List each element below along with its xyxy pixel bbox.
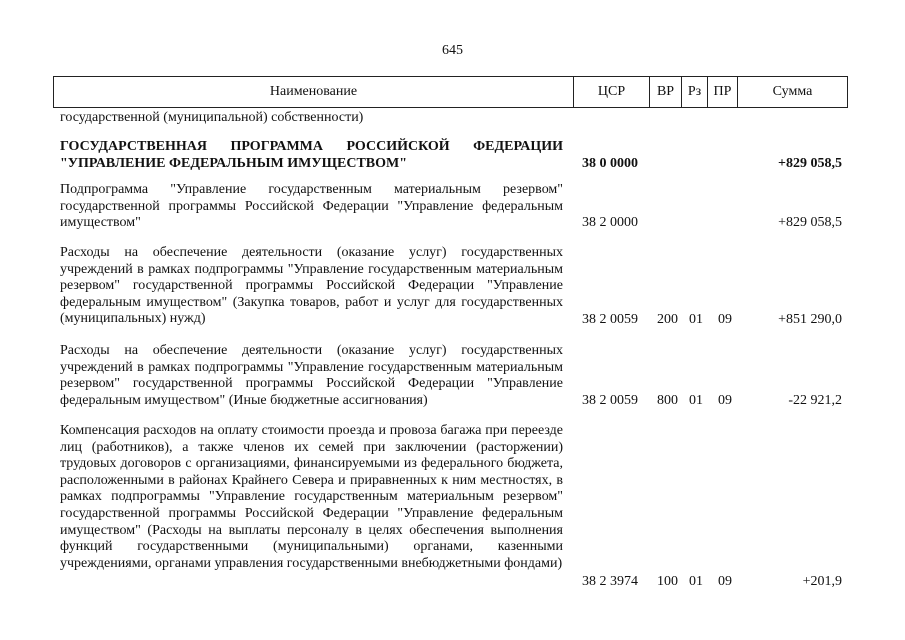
- table-row: [60, 139, 848, 173]
- table-row: [60, 245, 848, 329]
- row-name: государственной (муниципальной) собственности): [60, 110, 364, 125]
- row-rz: 01: [689, 393, 703, 409]
- column-header-vr: ВР: [650, 77, 682, 107]
- row-codes: [60, 393, 848, 410]
- row-codes: [60, 215, 848, 232]
- column-header-name: Наименование: [54, 77, 574, 107]
- row-pr: 09: [718, 312, 732, 328]
- row-vr: 200: [657, 312, 678, 328]
- row-name: Расходы на обеспечение деятельности (оказание услуг) государственных учреждений в рамках подпрограммы "Управление государственным материальным резервом" государственной программы Российской Федерации "Управление федеральным имуществом" (Закупка товаров, работ и услуг для государственных (муниципальных) нужд): [60, 245, 563, 327]
- column-header-pr: ПР: [708, 77, 738, 107]
- row-csr: 38 2 3974: [582, 574, 638, 590]
- page-number: 645: [442, 43, 463, 58]
- row-vr: 800: [657, 393, 678, 409]
- row-vr: 100: [657, 574, 678, 590]
- row-csr: 38 2 0059: [582, 312, 638, 328]
- table-row: [60, 343, 848, 410]
- row-sum: +829 058,5: [778, 215, 842, 231]
- row-codes: [60, 156, 848, 173]
- column-header-sum: Сумма: [772, 84, 813, 99]
- row-name: ГОСУДАРСТВЕННАЯ ПРОГРАММА РОССИЙСКОЙ ФЕДЕРАЦИИ "УПРАВЛЕНИЕ ФЕДЕРАЛЬНЫМ ИМУЩЕСТВОМ": [60, 139, 563, 171]
- table-header: [53, 76, 848, 108]
- row-sum: +851 290,0: [778, 312, 842, 328]
- row-codes: [60, 312, 848, 329]
- row-sum: +829 058,5: [778, 156, 842, 172]
- row-sum: -22 921,2: [788, 393, 842, 409]
- row-rz: 01: [689, 574, 703, 590]
- table-row: [60, 182, 848, 232]
- table-row: [60, 423, 848, 591]
- row-name: Расходы на обеспечение деятельности (оказание услуг) государственных учреждений в рамках подпрограммы "Управление государственным материальным резервом" государственной программы Российской Федерации "Управление федеральным имуществом" (Иные бюджетные ассигнования): [60, 343, 563, 408]
- row-sum: +201,9: [802, 574, 842, 590]
- row-codes: [60, 574, 848, 591]
- column-header-rz: Рз: [682, 77, 708, 107]
- row-name: Компенсация расходов на оплату стоимости проезда и провоза багажа при переезде лиц (работников), а также членов их семей при заключении (расторжении) трудовых договоров с организациями, финансируемыми из федерального бюджета, расположенными в районах Крайнего Севера и приравненных к ним местностях, в рамках подпрограммы "Управление государственным материальным резервом" государственной программы Российской Федерации "Управление федеральным имуществом" (Расходы на выплаты персоналу в целях обеспечения выполнения функций государственными (муниципальными) органами, казенными учреждениями, органами управления государственными внебюджетными фондами): [60, 423, 563, 571]
- row-csr: 38 2 0059: [582, 393, 638, 409]
- table-row: [60, 110, 848, 127]
- row-rz: 01: [689, 312, 703, 328]
- row-csr: 38 0 0000: [582, 156, 638, 172]
- column-header-csr: ЦСР: [574, 77, 650, 107]
- row-name: Подпрограмма "Управление государственным материальным резервом" государственной программы Российской Федерации "Управление федеральным имуществом": [60, 182, 563, 231]
- row-pr: 09: [718, 393, 732, 409]
- row-pr: 09: [718, 574, 732, 590]
- row-csr: 38 2 0000: [582, 215, 638, 231]
